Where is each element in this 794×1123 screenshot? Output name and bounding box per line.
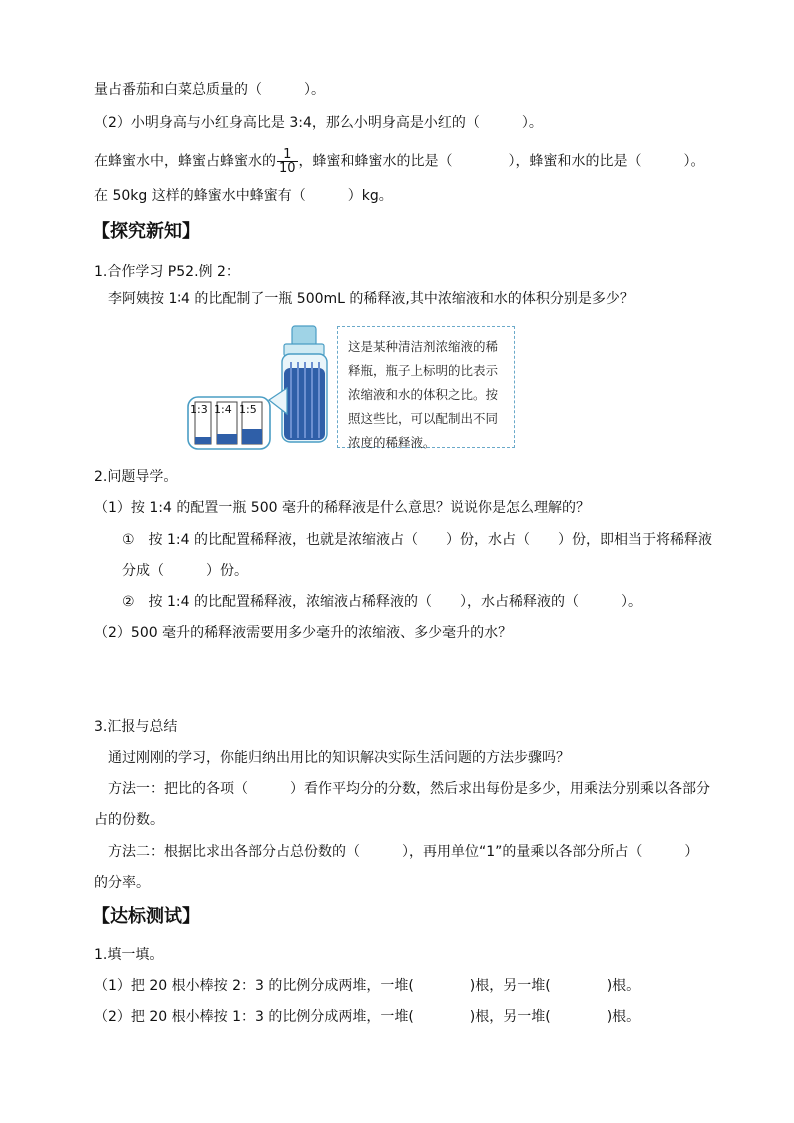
section3-intro: 通过刚刚的学习，你能归纳出用比的知识解决实际生活问题的方法步骤吗？	[108, 750, 570, 766]
section1-problem: 李阿姨按 1∶4 的比配制了一瓶 500mL 的稀释液,其中浓缩液和水的体积分别是多少？	[108, 291, 634, 307]
question-2: （2）500 毫升的稀释液需要用多少毫升的浓缩液、多少毫升的水？	[94, 625, 513, 641]
test-item-2: （2）把 20 根小棒按 1：3 的比例分成两堆，一堆( )根，另一堆( )根。	[94, 1009, 641, 1025]
ratio-label-1-3: 1:3	[190, 403, 208, 416]
text-line-1: 量占番茄和白菜总质量的（ ）。	[94, 82, 325, 98]
question-1-item-1-continued: 分成（ ）份。	[122, 563, 248, 579]
ratio-label-1-5: 1:5	[239, 403, 257, 416]
text-line-3-part-a: 在蜂蜜水中，蜂蜜占蜂蜜水的	[94, 153, 276, 170]
fraction-one-tenth	[277, 148, 298, 175]
method-1-continued: 占的份数。	[94, 812, 164, 828]
question-1-item-2: ② 按 1:4 的比配置稀释液，浓缩液占稀释液的（ ），水占稀释液的（ ）。	[122, 594, 642, 610]
figure-caption-box	[337, 326, 515, 448]
question-1: （1）按 1:4 的配置一瓶 500 毫升的稀释液是什么意思？说说你是怎么理解的？	[94, 500, 590, 516]
test-item-1: （1）把 20 根小棒按 2：3 的比例分成两堆，一堆( )根，另一堆( )根。	[94, 978, 641, 994]
section1-title: 1.合作学习 P52.例 2：	[94, 264, 240, 280]
text-line-3-part-b: ，蜂蜜和蜂蜜水的比是（ ），蜂蜜和水的比是（ ）。	[298, 153, 705, 170]
test-title: 1.填一填。	[94, 947, 164, 963]
fraction-numerator: 1	[283, 147, 292, 162]
caption-line-5: 浓度的稀释液。	[348, 435, 436, 450]
section2-title: 2.问题导学。	[94, 469, 178, 485]
text-line-2: （2）小明身高与小红身高比是 3:4，那么小明身高是小红的（ ）。	[94, 115, 543, 131]
ratio-label-1-4: 1:4	[214, 403, 232, 416]
section3-title: 3.汇报与总结	[94, 719, 178, 735]
caption-line-4: 照这些比，可以配制出不同	[348, 411, 499, 426]
method-2-continued: 的分率。	[94, 875, 150, 891]
caption-line-2: 释瓶，瓶子上标明的比表示	[348, 363, 499, 378]
fraction-denominator: 10	[279, 161, 296, 176]
text-line-4: 在 50kg 这样的蜂蜜水中蜂蜜有（ ）kg。	[94, 188, 393, 204]
label-pointer	[269, 388, 287, 414]
method-2: 方法二：根据比求出各部分占总份数的（ ），再用单位“1”的量乘以各部分所占（ ）	[108, 844, 699, 860]
text-line-3	[94, 148, 705, 175]
heading-explore: 【探究新知】	[92, 221, 200, 242]
caption-line-1: 这是某种清洁剂浓缩液的稀	[348, 339, 499, 354]
bottle-cap	[292, 326, 316, 346]
caption-line-3: 浓缩液和水的体积之比。按	[348, 387, 499, 402]
dilution-bottle-figure	[185, 322, 335, 452]
method-1: 方法一：把比的各项（ ）看作平均分的分数，然后求出每份是多少，用乘法分别乘以各部分	[108, 781, 710, 797]
heading-test: 【达标测试】	[92, 906, 200, 927]
question-1-item-1: ① 按 1:4 的比配置稀释液，也就是浓缩液占（ ）份，水占（ ）份，即相当于将稀释液	[122, 532, 712, 548]
